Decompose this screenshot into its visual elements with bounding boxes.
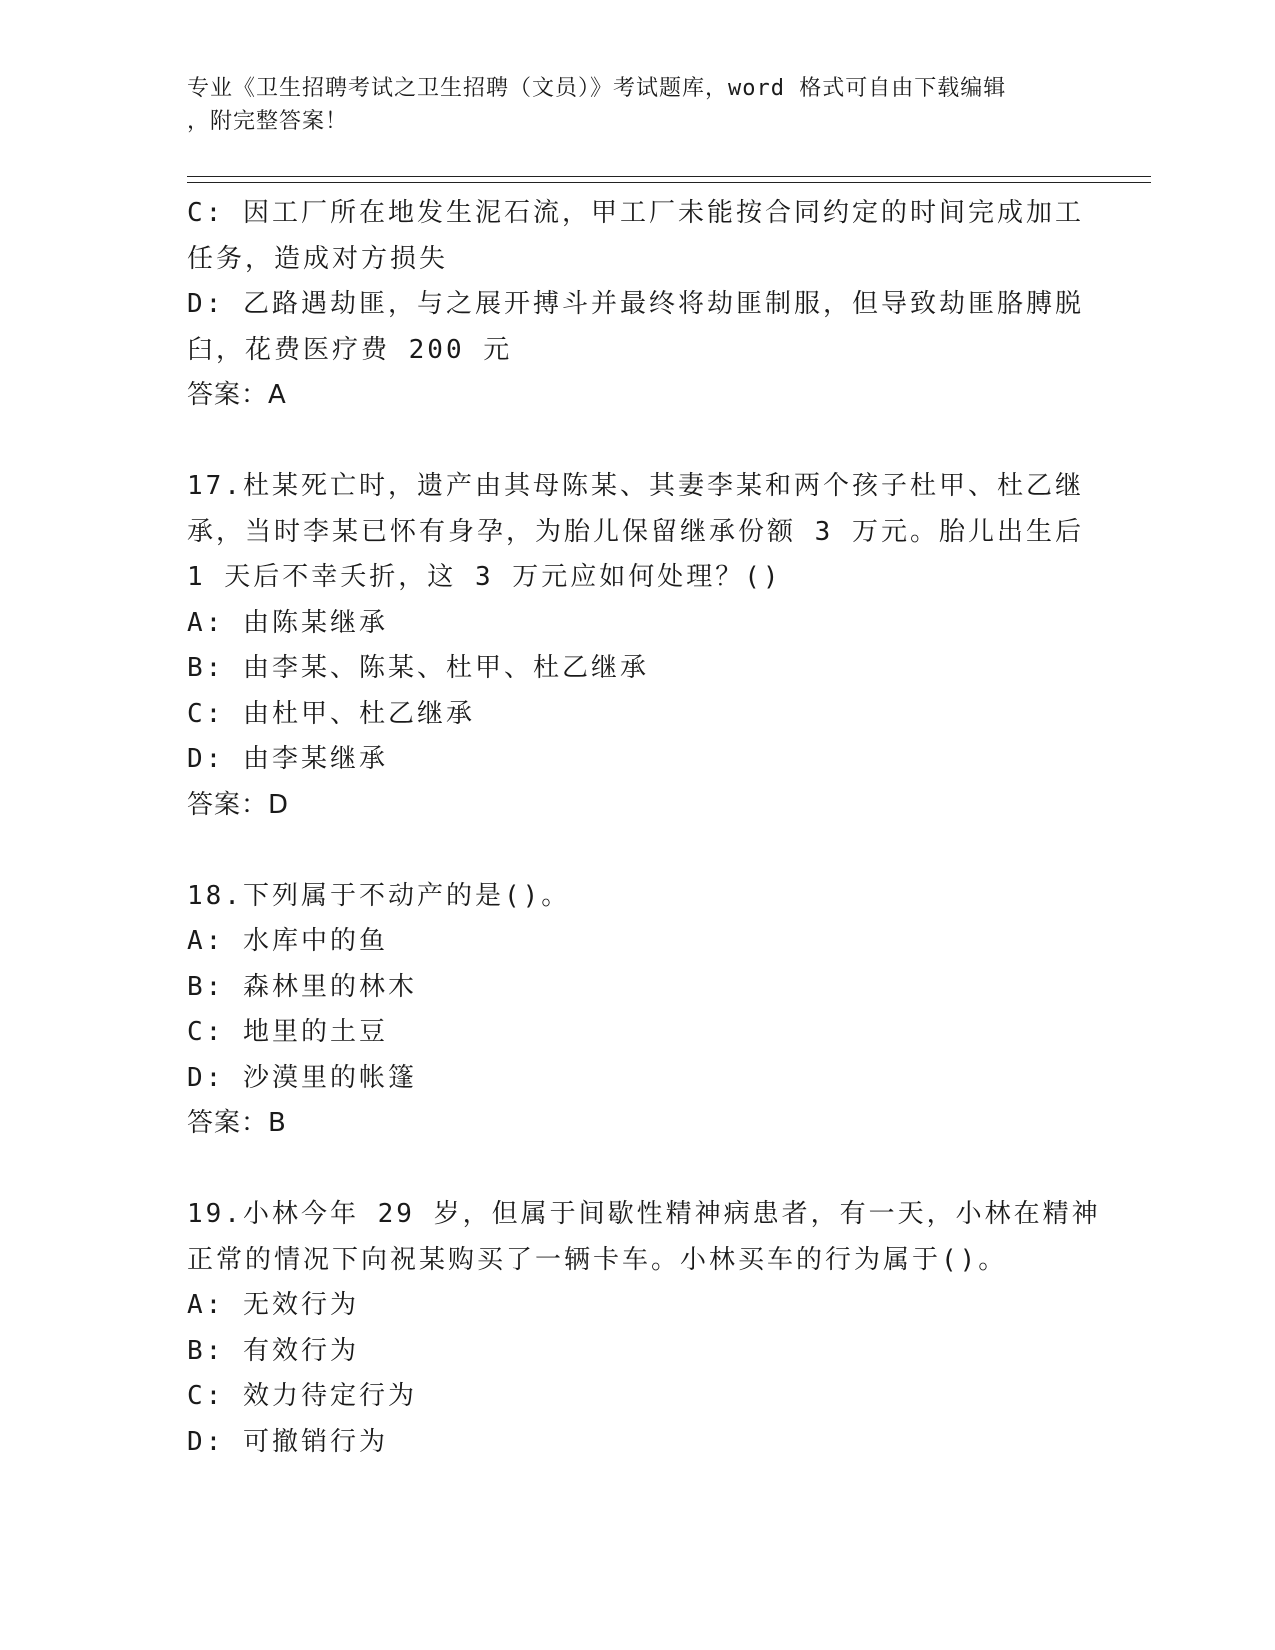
question-17 xyxy=(187,464,1087,828)
question-19 xyxy=(187,1192,1101,1465)
answer-line: 答案：D xyxy=(187,789,290,820)
question-16-tail xyxy=(187,191,1087,419)
option-b: B: 森林里的林木 xyxy=(187,971,417,1002)
question-stem-line-2: 正常的情况下向祝某购买了一辆卡车。小林买车的行为属于()。 xyxy=(187,1244,1008,1275)
option-d-line-2: 臼，花费医疗费 200 元 xyxy=(187,334,513,365)
document-body xyxy=(187,191,1101,1465)
question-stem-line-1: 19.小林今年 29 岁，但属于间歇性精神病患者，有一天，小林在精神 xyxy=(187,1199,1101,1229)
spacer xyxy=(187,828,1087,874)
header-divider-bottom xyxy=(187,182,1151,183)
document-header xyxy=(187,72,1087,138)
option-a: A: 由陈某继承 xyxy=(187,607,388,638)
option-d: D: 沙漠里的帐篷 xyxy=(187,1062,417,1093)
answer-line: 答案：B xyxy=(187,1108,287,1138)
answer-line: 答案：A xyxy=(187,380,287,410)
option-d: D: 由李某继承 xyxy=(187,744,388,774)
option-b: B: 有效行为 xyxy=(187,1335,359,1366)
header-line-2: ，附完整答案！ xyxy=(187,109,349,134)
question-stem-line-2: 承，当时李某已怀有身孕，为胎儿保留继承份额 3 万元。胎儿出生后 xyxy=(187,516,1084,547)
option-c: C: 地里的土豆 xyxy=(187,1017,388,1047)
option-d-line-1: D: 乙路遇劫匪，与之展开搏斗并最终将劫匪制服，但导致劫匪胳膊脱 xyxy=(187,289,1084,319)
question-stem-line-3: 1 天后不幸夭折，这 3 万元应如何处理？() xyxy=(187,562,782,592)
question-18 xyxy=(187,874,1087,1147)
option-c-line-1: C: 因工厂所在地发生泥石流，甲工厂未能按合同约定的时间完成加工 xyxy=(187,198,1084,228)
option-c: C: 由杜甲、杜乙继承 xyxy=(187,698,475,729)
question-stem-line-1: 17.杜某死亡时，遗产由其母陈某、其妻李某和两个孩子杜甲、杜乙继 xyxy=(187,471,1084,501)
option-a: A: 水库中的鱼 xyxy=(187,926,388,956)
spacer xyxy=(187,419,1087,465)
option-d: D: 可撤销行为 xyxy=(187,1426,388,1457)
option-b: B: 由李某、陈某、杜甲、杜乙继承 xyxy=(187,653,649,683)
option-c-line-2: 任务，造成对方损失 xyxy=(187,243,449,274)
option-c: C: 效力待定行为 xyxy=(187,1381,417,1411)
question-stem-line-1: 18.下列属于不动产的是()。 xyxy=(187,880,571,911)
header-divider-top xyxy=(187,176,1151,177)
spacer xyxy=(187,1147,1087,1193)
option-a: A: 无效行为 xyxy=(187,1290,359,1320)
header-line-1: 专业《卫生招聘考试之卫生招聘（文员）》考试题库，word 格式可自由下载编辑 xyxy=(187,76,1007,101)
